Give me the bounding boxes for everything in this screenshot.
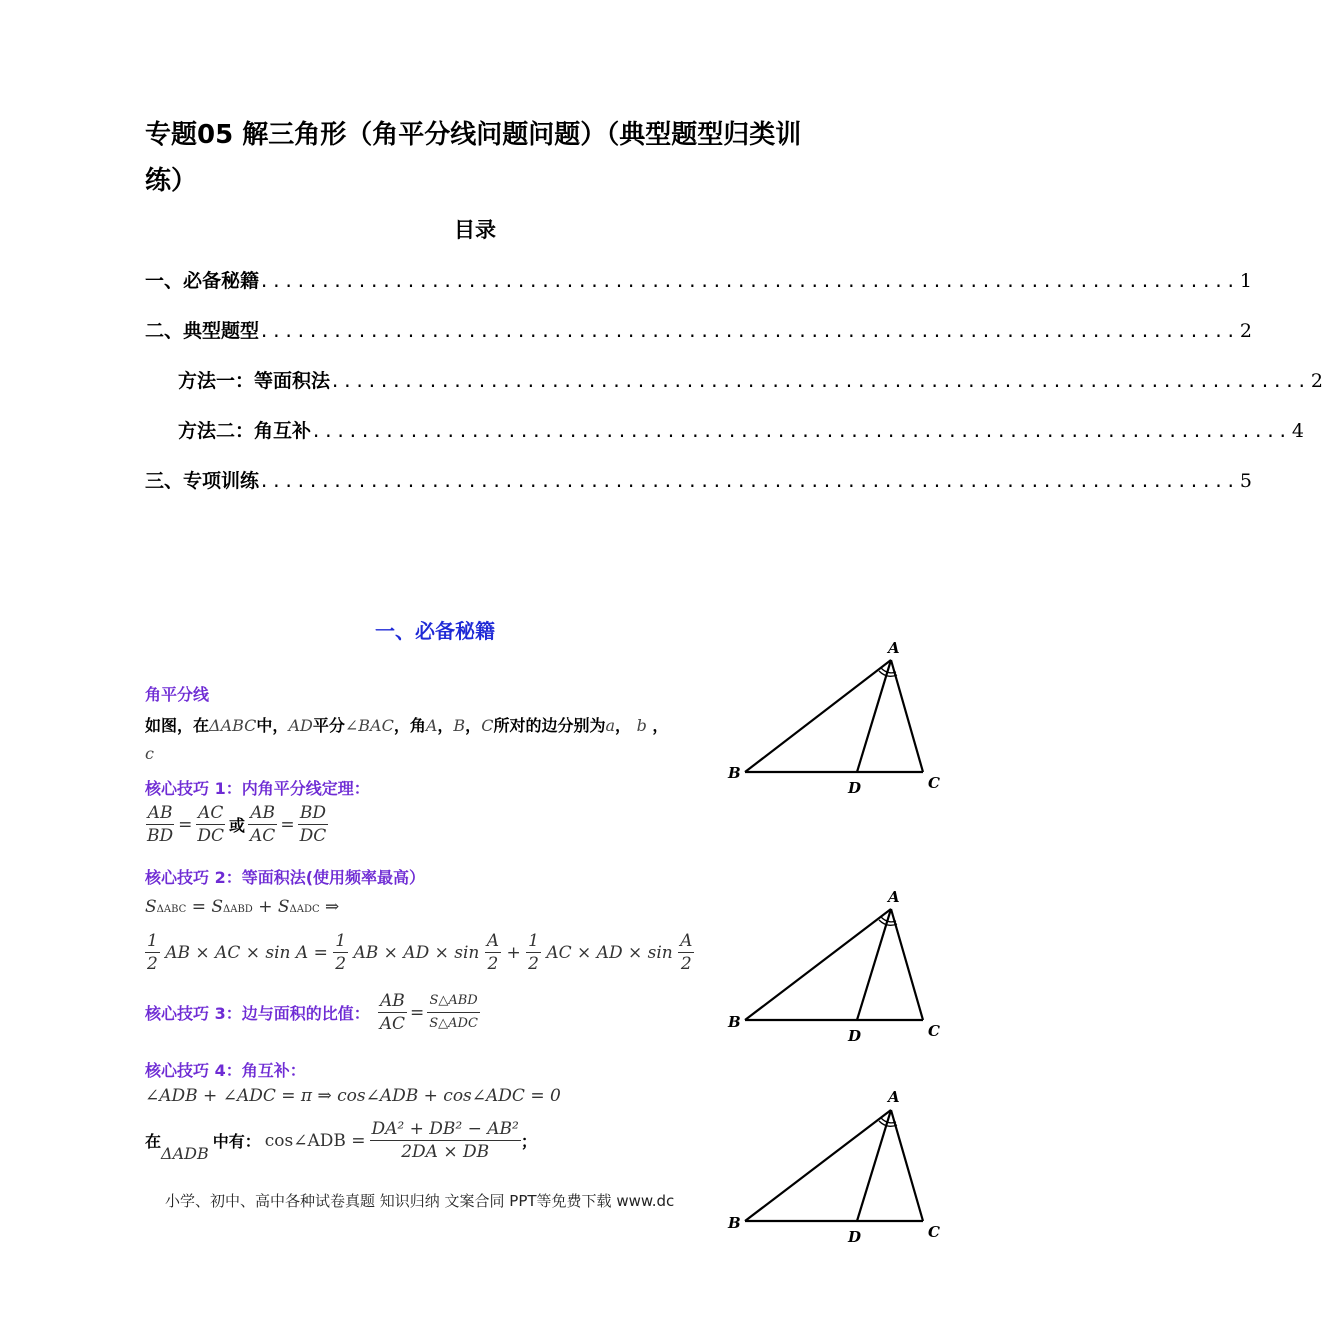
fraction: $\frac{A}{2}$ — [486, 931, 500, 974]
toc-entry-label: 三、专项训练 — [145, 470, 260, 492]
tip-1-heading: 核心技巧 1：内角平分线定理： — [145, 779, 370, 798]
toc-entry[interactable] — [145, 316, 1252, 343]
triangle-adb: ΔADB — [161, 1144, 209, 1163]
toc-leader: ................................................................................ — [330, 372, 1309, 392]
vertex-label-a: A — [888, 1088, 900, 1106]
footer-watermark: 小学、初中、高中各种试卷真题 知识归纳 文案合同 PPT等免费下载 www.dc — [165, 1192, 675, 1210]
toc-entry[interactable] — [145, 266, 1252, 293]
triangle-diagram-1 — [720, 635, 950, 805]
intro-math: A — [425, 716, 438, 735]
intro-text: 如图，在 — [145, 716, 210, 735]
fraction: $\frac{1}{2}$ — [335, 931, 347, 974]
or-text: 或 — [229, 816, 246, 835]
fraction: $\frac{AB}{BD}$ — [147, 803, 174, 846]
intro-math: B — [453, 716, 466, 735]
tip-3-row: 核心技巧 3：边与面积的比值： $\frac{AB}{AC}$ = $\frac{\text{S△ABD}}{\text{S△ADC}}$ — [145, 991, 478, 1034]
toc-page-number: 5 — [1239, 470, 1252, 492]
supplementary-angle-formula: ∠ADB + ∠ADC = π ⇒ cos∠ADB + cos∠ADC = 0 — [145, 1086, 561, 1106]
triangle-diagram-2 — [720, 885, 950, 1055]
bisector-theorem-formula: $\frac{AB}{BD}$ = $\frac{AC}{DC}$ 或 $\frac{AB}{AC}$ = $\frac{BD}{DC}$ — [147, 803, 327, 846]
triangle-diagram-3 — [720, 1085, 950, 1255]
fraction: $\frac{A}{2}$ — [680, 931, 693, 974]
toc-page-number: 2 — [1239, 320, 1252, 342]
intro-text: 平分 — [312, 716, 345, 735]
semicolon: ； — [520, 1132, 537, 1151]
toc-page-number: 2 — [1310, 370, 1323, 392]
fraction: $\frac{AB}{AC}$ — [250, 803, 276, 846]
intro-text: ，角 — [393, 716, 426, 735]
intro-math: b — [636, 716, 647, 735]
fraction: $\frac{BD}{DC}$ — [299, 803, 327, 846]
document-title: 专题05 解三角形（角平分线问题问题）（典型题型归类训练） — [145, 120, 802, 196]
intro-math: c — [145, 744, 154, 763]
intro-math: a — [605, 716, 615, 735]
vertex-label-d: D — [848, 779, 862, 797]
toc-entry-label: 一、必备秘籍 — [145, 270, 260, 292]
section-subtitle: 角平分线 — [145, 685, 210, 704]
vertex-label-c: C — [928, 1223, 940, 1241]
cosine-law-row — [145, 1118, 537, 1163]
vertex-label-a: A — [888, 888, 900, 906]
area-expansion-formula: $\frac{1}{2}$ AB × AC × sin A = $\frac{1}{2}$ AB × AD × sin $\frac{A}{2}$ + $\frac{1}{2}$ AC × AD × sin $\frac{A}{2}$ — [147, 931, 693, 974]
fraction: $\frac{1}{2}$ — [147, 931, 158, 974]
intro-math: ΔABC — [209, 716, 257, 735]
toc-leader: ................................................................................ — [311, 422, 1290, 442]
toc-entry-label: 二、典型题型 — [145, 320, 260, 342]
toc-entry-label: 方法一：等面积法 — [178, 370, 331, 392]
toc-entry[interactable] — [145, 466, 1252, 493]
vertex-label-b: B — [728, 1214, 741, 1232]
intro-math: ∠BAC — [344, 716, 394, 735]
area-sum-formula: SΔABC = SΔABD + SΔADC ⇒ — [145, 897, 340, 917]
toc-heading: 目录 — [454, 218, 496, 242]
vertex-label-d: D — [848, 1027, 862, 1045]
fraction: $\frac{\text{DA² + DB² − AB²}}{2DA \times DB}$ — [371, 1119, 519, 1162]
toc-leader: ................................................................................ — [259, 322, 1238, 342]
fraction: $\frac{AC}{DC}$ — [197, 803, 225, 846]
has-text: 中有： — [212, 1132, 261, 1151]
tip-4-heading: 核心技巧 4：角互补： — [145, 1061, 306, 1080]
vertex-label-b: B — [728, 764, 741, 782]
fraction: $\frac{AB}{AC}$ — [379, 991, 406, 1034]
cos-lhs: cos∠ADB = — [264, 1130, 366, 1151]
toc-page-number: 1 — [1239, 270, 1252, 292]
intro-math: AD — [288, 716, 313, 735]
vertex-label-d: D — [848, 1228, 862, 1246]
tip-3-heading: 核心技巧 3：边与面积的比值： — [145, 1004, 370, 1023]
toc-entry-label: 方法二：角互补 — [178, 420, 312, 442]
toc-entry[interactable] — [178, 416, 1304, 443]
section-title: 一、必备秘籍 — [375, 619, 495, 643]
fraction: $\frac{\text{S△ABD}}{\text{S△ADC}}$ — [427, 990, 480, 1035]
vertex-label-a: A — [888, 639, 900, 657]
in-text: 在 — [145, 1132, 162, 1151]
toc-leader: ................................................................................ — [259, 272, 1238, 292]
intro-paragraph: 如图，在ΔABC中，AD平分∠BAC，角A，B，C所对的边分别为a， b ， c — [145, 716, 669, 763]
tip-2-heading: 核心技巧 2：等面积法(使用频率最高） — [145, 868, 426, 887]
toc-page-number: 4 — [1291, 420, 1304, 442]
vertex-label-c: C — [928, 774, 940, 792]
toc-leader: ................................................................................ — [259, 472, 1238, 492]
vertex-label-c: C — [928, 1022, 940, 1040]
vertex-label-b: B — [728, 1013, 741, 1031]
toc-entry[interactable] — [178, 366, 1323, 393]
fraction: $\frac{1}{2}$ — [528, 931, 539, 974]
intro-math: C — [481, 716, 494, 735]
intro-text: 中， — [256, 716, 289, 735]
intro-text: 所对的边分别为 — [493, 716, 606, 735]
